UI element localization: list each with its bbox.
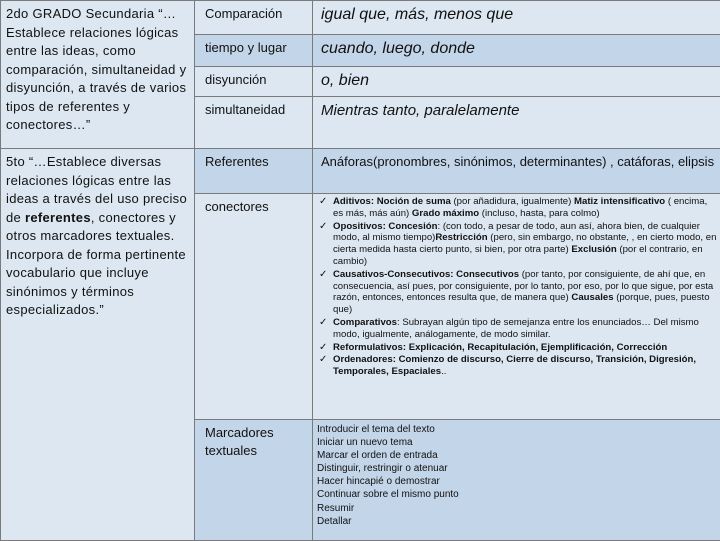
check-icon: ✓ bbox=[319, 196, 327, 208]
list-item: Distinguir, restringir o atenuar bbox=[317, 462, 719, 475]
value-cell bbox=[313, 194, 720, 420]
value-cell bbox=[313, 35, 720, 67]
value-comparacion: igual que, más, menos que bbox=[313, 1, 720, 25]
value-cell bbox=[313, 67, 720, 97]
label-marcadores: Marcadores textuales bbox=[195, 420, 312, 460]
lead-2do-text: 2do GRADO Secundaria “…Establece relaciones lógicas entre las ideas, como comparación, simultaneidad y disyunción, a través de varios tipos de referentes y conectores…” bbox=[1, 1, 194, 135]
value-cell bbox=[313, 149, 720, 194]
lead-5to-bold: referentes bbox=[25, 210, 91, 225]
label-cell bbox=[195, 97, 313, 149]
list-item: Iniciar un nuevo tema bbox=[317, 436, 719, 449]
label-simultaneidad: simultaneidad bbox=[195, 97, 312, 119]
list-item: ✓ Opositivos: Concesión: (con todo, a pesar de todo, aun así, ahora bien, de cualquier modo, al mismo tiempo)Restricción (pero, sin embargo, no obstante, , en cierto modo, en cierta medida hasta cierto punto, si bien, por otra parte) Exclusión (por el contrario, en cambio) bbox=[317, 221, 719, 268]
list-item: Introducir el tema del texto bbox=[317, 423, 719, 436]
check-icon: ✓ bbox=[319, 354, 327, 366]
list-item: ✓ Comparativos: Subrayan algún tipo de semejanza entre los enunciados… Del mismo modo, igualmente, análogamente, de modo similar. bbox=[317, 317, 719, 341]
label-cell bbox=[195, 420, 313, 541]
lead-5to-text bbox=[1, 149, 194, 320]
label-conectores: conectores bbox=[195, 194, 312, 216]
label-cell bbox=[195, 67, 313, 97]
list-item: ✓ Reformulativos: Explicación, Recapitulación, Ejemplificación, Corrección bbox=[317, 342, 719, 354]
marcadores-list bbox=[313, 420, 720, 528]
label-disyuncion: disyunción bbox=[195, 67, 312, 89]
list-item: ✓ Aditivos: Noción de suma (por añadidura, igualmente) Matiz intensificativo ( encima, es más, más aún) Grado máximo (incluso, hasta, para colmo) bbox=[317, 196, 719, 220]
list-item: ✓ Causativos-Consecutivos: Consecutivos (por tanto, por consiguiente, de ahí que, en consecuencia, así pues, por consiguiente, por lo tanto, por eso, por lo que sigue, por esta razón, entonces, entonces resulta que, de manera que) Causales (porque, pues, puesto que) bbox=[317, 269, 719, 316]
list-item: Hacer hincapié o demostrar bbox=[317, 475, 719, 488]
label-referentes: Referentes bbox=[195, 149, 312, 171]
value-cell bbox=[313, 420, 720, 541]
list-item: Marcar el orden de entrada bbox=[317, 449, 719, 462]
check-icon: ✓ bbox=[319, 317, 327, 329]
conectores-list bbox=[313, 194, 720, 378]
list-item: Continuar sobre el mismo punto bbox=[317, 488, 719, 501]
label-cell bbox=[195, 35, 313, 67]
check-icon: ✓ bbox=[319, 342, 327, 354]
value-cell bbox=[313, 97, 720, 149]
check-icon: ✓ bbox=[319, 221, 327, 233]
list-item: Detallar bbox=[317, 515, 719, 528]
list-item: Resumir bbox=[317, 502, 719, 515]
label-cell bbox=[195, 149, 313, 194]
label-tiempo-lugar: tiempo y lugar bbox=[195, 35, 312, 57]
lead-5to-after: , conectores y otros marcadores textuales. Incorpora de forma pertinente vocabulario que incluye sinónimos y términos especializados.” bbox=[6, 210, 186, 318]
label-cell bbox=[195, 1, 313, 35]
value-cell bbox=[313, 1, 720, 35]
lead-2do-grado bbox=[1, 1, 195, 149]
label-comparacion: Comparación bbox=[195, 1, 312, 23]
value-simultaneidad: Mientras tanto, paralelamente bbox=[313, 97, 720, 121]
value-tiempo-lugar: cuando, luego, donde bbox=[313, 35, 720, 59]
list-item: ✓ Ordenadores: Comienzo de discurso, Cierre de discurso, Transición, Digresión, Temporales, Espaciales.. bbox=[317, 354, 719, 378]
check-icon: ✓ bbox=[319, 269, 327, 281]
lead-5to-before: 5to “…Establece diversas relaciones lógicas entre las ideas a través del uso preciso de bbox=[6, 154, 187, 225]
value-disyuncion: o, bien bbox=[313, 67, 720, 91]
label-cell bbox=[195, 194, 313, 420]
value-referentes: Anáforas(pronombres, sinónimos, determinantes) , catáforas, elipsis bbox=[313, 149, 720, 171]
lead-5to-grado bbox=[1, 149, 195, 541]
